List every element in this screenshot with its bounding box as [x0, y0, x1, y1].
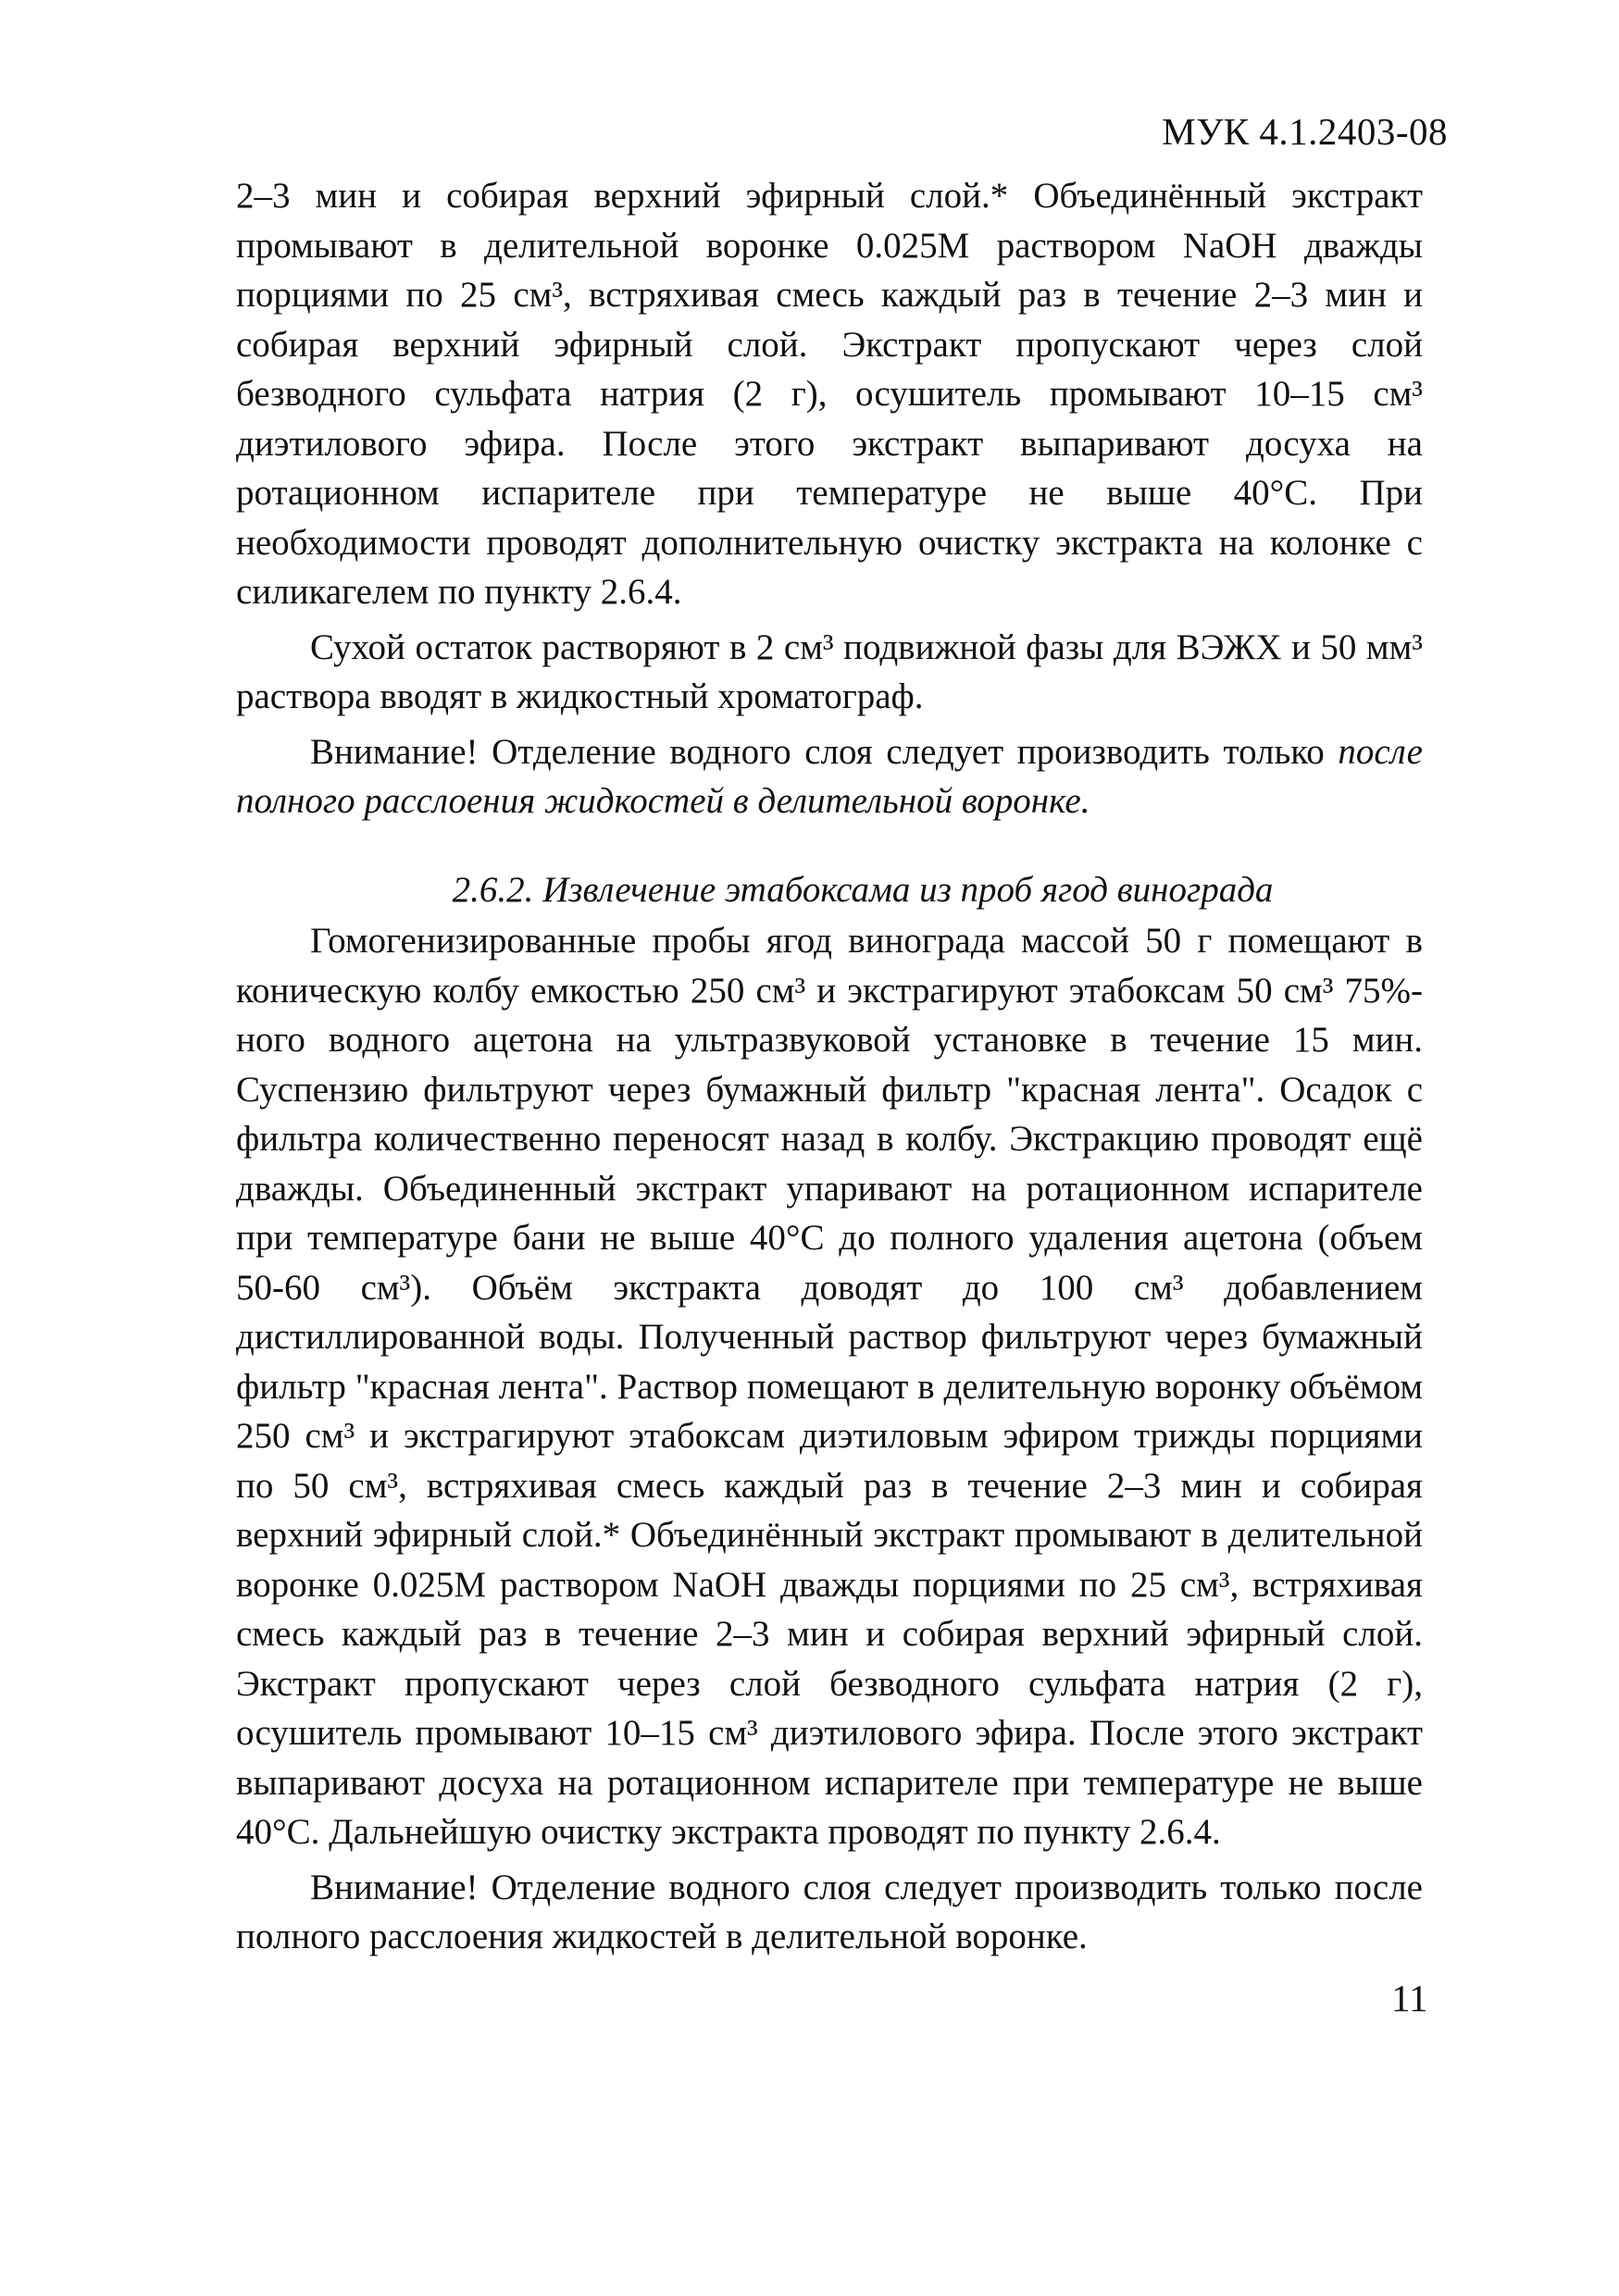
paragraph-attention-1: [236, 727, 1423, 826]
paragraph-grape-extraction: Гомогенизированные пробы ягод винограда массой 50 г помещают в коническую колбу емкостью 250 см³ и экстрагируют этабоксам 50 см³ 75%-ного водного ацетона на ультразвуковой установке в течение 15 мин. Суспензию фильтруют через бумажный фильтр "красная лента". Осадок с фильтра количественно переносят назад в колбу. Экстракцию проводят ещё дважды. Объединенный экстракт упаривают на ротационном испарителе при температуре бани не выше 40°С до полного удаления ацетона (объем 50-60 см³). Объём экстракта доводят до 100 см³ добавлением дистиллированной воды. Полученный раствор фильтруют через бумажный фильтр "красная лента". Раствор помещают в делительную воронку объёмом 250 см³ и экстрагируют этабоксам диэтиловым эфиром трижды порциями по 50 см³, встряхивая смесь каждый раз в течение 2–3 мин и собирая верхний эфирный слой.* Объединённый экстракт промывают в делительной воронке 0.025М раствором NaOH дважды порциями по 25 см³, встряхивая смесь каждый раз в течение 2–3 мин и собирая верхний эфирный слой. Экстракт пропускают через слой безводного сульфата натрия (2 г), осушитель промывают 10–15 см³ диэтилового эфира. После этого экстракт выпаривают досуха на ротационном испарителе при температуре не выше 40°С. Дальнейшую очистку экстракта проводят по пункту 2.6.4.: [236, 921, 1423, 1852]
paragraph-continued-extraction: 2–3 мин и собирая верхний эфирный слой.* Объединённый экстракт промывают в делительной воронке 0.025М раствором NaOH дважды порциями по 25 см³, встряхивая смесь каждый раз в течение 2–3 мин и собирая верхний эфирный слой. Экстракт пропускают через слой безводного сульфата натрия (2 г), осушитель промывают 10–15 см³ диэтилового эфира. После этого экстракт выпаривают досуха на ротационном испарителе при температуре не выше 40°С. При необходимости проводят дополнительную очистку экстракта на колонке с силикагелем по пункту 2.6.4.: [236, 176, 1423, 612]
section-heading-2-6-2: 2.6.2. Извлечение этабоксама из проб ягод винограда: [452, 869, 1274, 910]
document-code-header: МУК 4.1.2403-08: [1162, 110, 1448, 153]
attention-1-italic: после полного расслоения жидкостей в делительной воронке.: [236, 731, 1423, 821]
document-body: [236, 171, 1423, 1962]
paragraph-attention-2: Внимание! Отделение водного слоя следует производить только после полного расслоения жидкостей в делительной воронке.: [236, 1867, 1423, 1956]
paragraph-dry-residue: Сухой остаток растворяют в 2 см³ подвижной фазы для ВЭЖХ и 50 мм³ раствора вводят в жидкостный хроматограф.: [236, 627, 1423, 716]
page-number: 11: [1391, 1977, 1428, 2019]
attention-1-lead: Внимание! Отделение водного слоя следует производить только: [310, 731, 1325, 772]
